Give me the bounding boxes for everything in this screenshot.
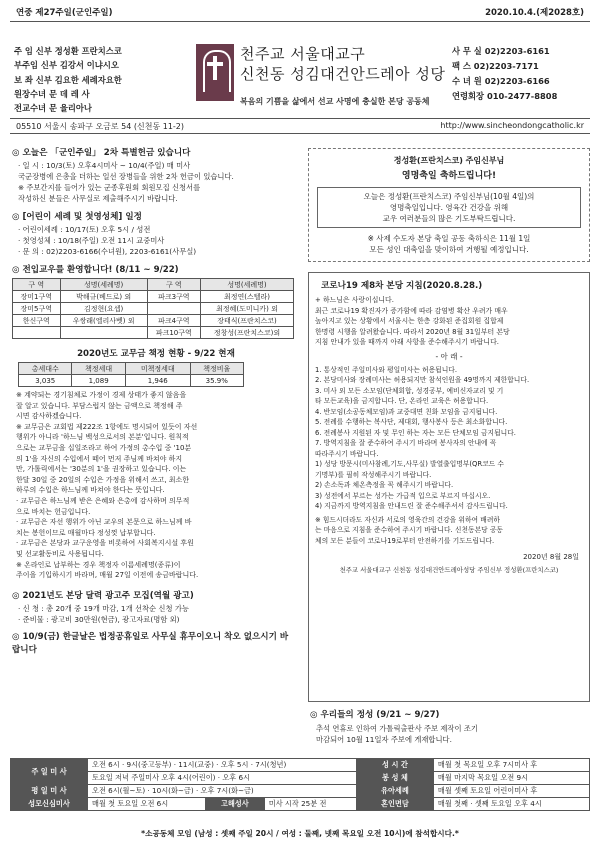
- address: 05510 서울시 송파구 오금로 54 (신천동 11-2): [16, 122, 185, 131]
- section-title: 2020년도 교무금 책정 현황 - 9/22 현재: [77, 349, 235, 359]
- liturgical-day: 연중 제27주일(군인주일): [16, 8, 113, 18]
- list-item: 기명부)를 필히 작성해주시기 바랍니다.: [315, 470, 432, 479]
- notice-line: · 신 청 : 총 20개 중 19개 마감, 1개 선착순 신청 가능: [18, 603, 189, 613]
- text-line: 모든 성인 대축일을 맞이하여 거행될 예정입니다.: [369, 245, 529, 254]
- table-row: [13, 327, 294, 339]
- section-title: ◎ 오늘은 「군인주일」 2차 특별헌금 있습니다: [12, 148, 191, 158]
- schedule-value: 오전 6시 · 9시(중고등부) · 11시(교중) · 오후 5시 · 7시(청년): [88, 759, 357, 772]
- church-name-line1: 천주교 서울대교구: [240, 45, 366, 63]
- table-cell: 한신구역: [13, 315, 61, 327]
- table-cell: [13, 327, 61, 339]
- table-cell: 파크10구역: [147, 327, 200, 339]
- newcomers-section: [12, 263, 300, 339]
- newcomers-table: [12, 278, 294, 339]
- mass-schedule-table: [10, 758, 590, 811]
- schedule-value: 매월 첫 토요일 오전 6시: [88, 798, 206, 811]
- notice-line: 국군장병에 은총을 더하는 일선 장병들을 위한 2차 헌금이 있습니다.: [18, 172, 234, 181]
- table-header: 책정비율: [190, 363, 243, 375]
- text-line: 한달 30일 중 20일의 수입은 가정을 위해서 쓰고, 최소한: [16, 475, 190, 484]
- tithe-section: [12, 347, 300, 581]
- schedule-label: 평 일 미 사: [11, 785, 88, 798]
- table-row: [11, 798, 590, 811]
- covid-intro: [315, 295, 583, 348]
- covid-guidelines-box: [308, 272, 590, 702]
- church-motto: 복음의 기쁨을 삶에서 선교 사명에 충실한 본당 공동체: [240, 97, 430, 106]
- table-cell: 1,089: [72, 375, 125, 387]
- schedule-label: 성 시 간: [356, 759, 433, 772]
- schedule-value: 미사 시작 25분 전: [264, 798, 356, 811]
- church-name-line2: 신천동 성김대건안드레아 성당: [240, 65, 446, 83]
- contact-item: 팩 스 02)2203-7171: [452, 61, 539, 71]
- notice-line: · 문 의 : 02)2203-6166(수녀원), 2203-6161(사무실): [18, 247, 197, 256]
- feast-note: [309, 233, 589, 255]
- text-line: 주이을 기입하시기 바라며, 매월 27일 이전에 송금바랍니다.: [16, 571, 199, 580]
- left-column: [12, 146, 300, 657]
- feast-subtitle: 영명축일 축하드립니다!: [401, 171, 497, 181]
- table-row: [13, 315, 294, 327]
- covid-items: [315, 365, 583, 547]
- contact-item: 사 무 실 02)2203-6161: [452, 46, 550, 56]
- clergy-item: 부주임 신부 김강서 이냐시오: [14, 60, 119, 71]
- contact-list: [452, 44, 590, 104]
- table-cell: 3,035: [19, 375, 72, 387]
- schedule-label: 봉 성 체: [356, 772, 433, 785]
- list-item: 1. 통상적인 주일미사와 평일미사는 허용됩니다.: [315, 365, 458, 374]
- list-item: 2. 본당미사와 장례미사는 허용되지만 참석인원을 49명까지 제한합니다.: [315, 376, 530, 384]
- table-cell: 박해규(베드로) 외: [60, 291, 147, 303]
- schedule-value: 매월 셋째 토요일 어린이미사 후: [433, 785, 589, 798]
- text-line: 및 선교활동비로 사용됩니다.: [16, 549, 104, 558]
- schedule-label: 주 일 미 사: [11, 759, 88, 785]
- notice-line: ※ 주보간지를 들어가 있는 군종후원회 회원모집 신청서를: [18, 183, 201, 192]
- notice-line: · 첫영성체 : 10/18(주일) 오전 11시 교중미사: [18, 236, 165, 245]
- list-item: ※ 힘드시더라도 자신과 서로의 영육간의 건강을 위하여 배려하: [315, 515, 500, 524]
- text-line: ※ 사제 수도자 본당 축일 공동 축하식은 11월 1일: [367, 234, 531, 243]
- schedule-value: 오전 6시(월~토) · 10시(화~금) · 오후 7시(화~금): [88, 785, 357, 798]
- table-cell: 장미1구역: [13, 291, 61, 303]
- notice-line: 작성하신 분들은 사무실로 제출해주시기 바랍니다.: [18, 194, 178, 203]
- text-line: ※ 계약되는 경기침체로 가정이 경제 상태가 좋지 않음을: [16, 391, 187, 399]
- table-header: 구 역: [147, 279, 200, 291]
- calendar-ad-section: [12, 589, 300, 625]
- list-item: 2) 손소독과 체온측정을 꼭 해주시기 바랍니다.: [315, 481, 454, 489]
- text-line: + 하느님은 사랑이십니다.: [315, 296, 394, 304]
- text-line: 최근 코로나19 확진자가 증가함에 따라 감염병 확산 우려가 매우: [315, 306, 508, 315]
- table-cell: 파크3구역: [147, 291, 200, 303]
- schedule-value: 토요일 저녁 주일미사 오후 4시(어린이) · 오후 6시: [88, 772, 357, 785]
- text-line: 만, 가톨릭에서는 '30분의 1'을 권장하고 있습니다. 이는: [16, 465, 187, 474]
- text-line: 으로 바치는 헌금입니다.: [16, 507, 91, 516]
- table-cell: [60, 327, 147, 339]
- holiday-notice: ◎ 10/9(금) 한글날은 법정공휴일로 사무실 휴무이오니 착오 없으시기 바랍니다: [12, 631, 289, 655]
- section-title: 코로나19 제8차 본당 지침(2020.8.28.): [321, 281, 483, 291]
- schedule-value: 매월 마지막 목요일 오전 9시: [433, 772, 589, 785]
- clergy-item: 보 좌 신부 김요한 세례자요한: [14, 74, 122, 85]
- table-cell: 최정혜(도미니카) 외: [201, 303, 294, 315]
- text-line: 잘 알고 있습니다. 부담스럽지 않는 금액으로 책정해 주: [16, 401, 183, 410]
- list-item: 1) 성당 방문시(미사참례,기도,사무실) 발열출입명부(QR코드 수: [315, 460, 504, 468]
- table-cell: 파크4구역: [147, 315, 200, 327]
- list-item: 3) 성전에서 부르는 성가는 가급적 입으로 부르지 마십시오.: [315, 491, 491, 500]
- contact-item: 수 녀 원 02)2203-6166: [452, 76, 550, 86]
- table-cell: 1,946: [125, 375, 190, 387]
- table-cell: 장미5구역: [13, 303, 61, 315]
- table-row: [13, 303, 294, 315]
- list-item: 는 마음으로 지침을 준수하여 주시기 바랍니다. 신천동본당 공동: [315, 526, 503, 534]
- notice-line: · 준비물 : 광고비 30만원(현금), 광고자료(명함 외): [18, 614, 180, 624]
- military-sunday-notice: [12, 146, 300, 204]
- table-cell: 장태식(프란치스코): [201, 315, 294, 327]
- notice-line: · 일 시 : 10/3(토) 오후4시미사 ~ 10/4(주일) 매 미사: [18, 161, 191, 170]
- clergy-list: [14, 44, 189, 115]
- table-header: 미책정세대: [125, 363, 190, 375]
- table-row: [11, 772, 590, 785]
- divider: [10, 21, 590, 22]
- table-cell: 우쌍래(엘리사벳) 외: [60, 315, 147, 327]
- table-row: [11, 785, 590, 798]
- text-line: 교우 여러분들의 많은 기도부탁드립니다.: [382, 214, 516, 223]
- covid-date: 2020년 8월 28일: [523, 553, 579, 561]
- table-cell: 35.9%: [190, 375, 243, 387]
- covid-subheading: - 아 래 -: [435, 351, 463, 361]
- schedule-label: 성모신심미사: [11, 798, 88, 811]
- table-header: 성명(세례명): [201, 279, 294, 291]
- text-line: ※ 온라인로 납부하는 경우 책정자 이름세례명(종류)이: [16, 560, 181, 569]
- text-line: 으로는 교무금을 십일조라고 하여 가정의 총수입 중 '10분: [16, 443, 192, 452]
- table-cell: 정창성(프란치스코)외: [201, 327, 294, 339]
- schedule-label: 고해성사: [205, 798, 264, 811]
- covid-signature: 천주교 서울대교구 신천동 성김대건안드레아성당 주임신부 정성환(프란치스코): [339, 566, 559, 574]
- table-row: [13, 291, 294, 303]
- text-line: 지침 안내가 있을 때까지 아래 사항을 준수해주시기 바랍니다.: [315, 338, 499, 346]
- feast-title: 정성환(프란치스코) 주임신부님: [393, 156, 505, 165]
- church-logo: [196, 44, 234, 101]
- issue-bar: [10, 6, 590, 20]
- text-line: · 교무금은 하느님께 받은 은혜와 은총에 감사하며 의무적: [16, 496, 190, 505]
- table-cell: 최정연(스텔라): [201, 291, 294, 303]
- text-line: 영명축일입니다. 영육간 건강을 위해: [389, 203, 509, 212]
- notice-line: · 어린이세례 : 10/17(토) 오후 5시 / 성전: [18, 225, 151, 234]
- section-title: ◎ 2021년도 본당 달력 광고주 모집(역월 광고): [12, 590, 194, 601]
- small-community-footer: *소공동체 모임 (남성 : 셋째 주일 20시 / 여성 : 둘째, 넷째 목요일 오전 10시)에 참석합시다.*: [141, 829, 459, 838]
- text-line: 시면 감사하겠습니다.: [16, 412, 82, 421]
- text-line: 한명령 시행을 알려왔습니다. 따라서 2020년 8월 31일부터 본당: [315, 327, 510, 336]
- list-item: 6. 전례봉사 지원된 자 및 무인 하는 자는 모든 단체모임 금지됩니다.: [315, 428, 516, 437]
- table-cell: 김정현(요셉): [60, 303, 147, 315]
- schedule-value: 매월 첫째 · 셋째 토요일 오후 4시: [433, 798, 589, 811]
- text-line: 치는 봉헌이므로 매월마다 정성껏 납부합니다.: [16, 528, 156, 537]
- schedule-label: 혼인면담: [356, 798, 433, 811]
- church-name: [240, 44, 460, 84]
- table-row: [11, 759, 590, 772]
- list-item: 타 모든교육)을 금지합니다. 단, 온라인 교육은 허용합니다.: [315, 397, 489, 405]
- table-header: 책정세대: [72, 363, 125, 375]
- table-row: [19, 375, 244, 387]
- website-link[interactable]: http://www.sincheondongcatholic.kr: [440, 121, 584, 130]
- address-bar: [10, 118, 590, 134]
- list-item: 3. 미사 외 모든 소모임(단체회합, 성경공부, 예비신자교리 및 기: [315, 386, 504, 395]
- text-line: 추석 연휴로 인하여 가톨릭출판사 주보 제작이 조기: [316, 724, 478, 733]
- clergy-item: 원장수녀 문 데 레 사: [14, 88, 90, 99]
- contact-item: 연령회장 010-2477-8808: [452, 91, 558, 101]
- text-line: ※ 교무금은 교회법 제222조 1항에도 명시되어 있듯이 자선: [16, 422, 198, 431]
- tithe-text: [16, 390, 300, 581]
- list-item: 7. 방역지침을 잘 준수하여 주시기 바라며 봉사자의 안내에 꼭: [315, 439, 497, 447]
- feast-message: [317, 187, 581, 228]
- list-item: 따라주시기 바랍니다.: [315, 449, 379, 458]
- table-header: 성명(세례명): [60, 279, 147, 291]
- feast-day-box: [308, 148, 590, 262]
- section-title: ◎ 전입교우를 환영합니다! (8/11 ~ 9/22): [12, 265, 179, 275]
- clergy-item: 주 임 신부 정성환 프란치스코: [14, 46, 122, 56]
- offering-section: [310, 708, 588, 745]
- baptism-schedule: [12, 210, 300, 257]
- issue-date: 2020.10.4.(제2028호): [485, 8, 584, 18]
- text-line: 의 1'을 자신의 수입에서 떼어 먼저 주님께 바쳐야 하지: [16, 454, 183, 463]
- list-item: 4) 지금까지 방역지침을 안내드린 잘 준수해주셔서 감사드립니다.: [315, 502, 508, 510]
- text-line: · 교무금은 본당과 교구운영을 비롯하여 사회복지시설 후원: [16, 539, 194, 548]
- section-title: ◎ 우리들의 정성 (9/21 ~ 9/27): [310, 710, 440, 720]
- schedule-label: 유아세례: [356, 785, 433, 798]
- text-line: 마감되어 10월 11일자 주보에 게재합니다.: [316, 735, 452, 744]
- section-title: ◎ [어린이 세례 및 첫영성체] 일정: [12, 212, 142, 222]
- schedule-value: 매월 첫 목요일 오후 7시미사 후: [433, 759, 589, 772]
- list-item: 4. 반모임(소공동체모임)과 교중대면 친화 모임을 금지됩니다.: [315, 407, 498, 416]
- text-line: 오늘은 정성환(프란치스코) 주임신부님(10월 4일)의: [363, 192, 535, 201]
- list-item: 체의 모든 분들이 코로나19로부터 안전하기를 기도드립니다.: [315, 536, 495, 545]
- tithe-table: [18, 362, 244, 387]
- table-header: 총세대수: [19, 363, 72, 375]
- table-cell: [147, 303, 200, 315]
- clergy-item: 전교수녀 문 율리아나: [14, 103, 92, 114]
- table-header: 구 역: [13, 279, 61, 291]
- text-line: 높아지고 있는 상황에서 서울시는 한층 강화된 준집회원 집합제: [315, 317, 504, 325]
- list-item: 5. 전례를 수행하는 복사단, 제대회, 행사봉사 등은 최소화합니다.: [315, 418, 508, 426]
- text-line: 하루의 수입은 하느님께 바쳐야 한다는 뜻입니다.: [16, 486, 165, 495]
- text-line: · 교무금은 자선 행위가 아닌 교우의 본문으로 하느님께 바: [16, 518, 192, 527]
- text-line: 행위가 아니라 '하느님 백성으로서의 본분'입니다. 원칙적: [16, 433, 189, 442]
